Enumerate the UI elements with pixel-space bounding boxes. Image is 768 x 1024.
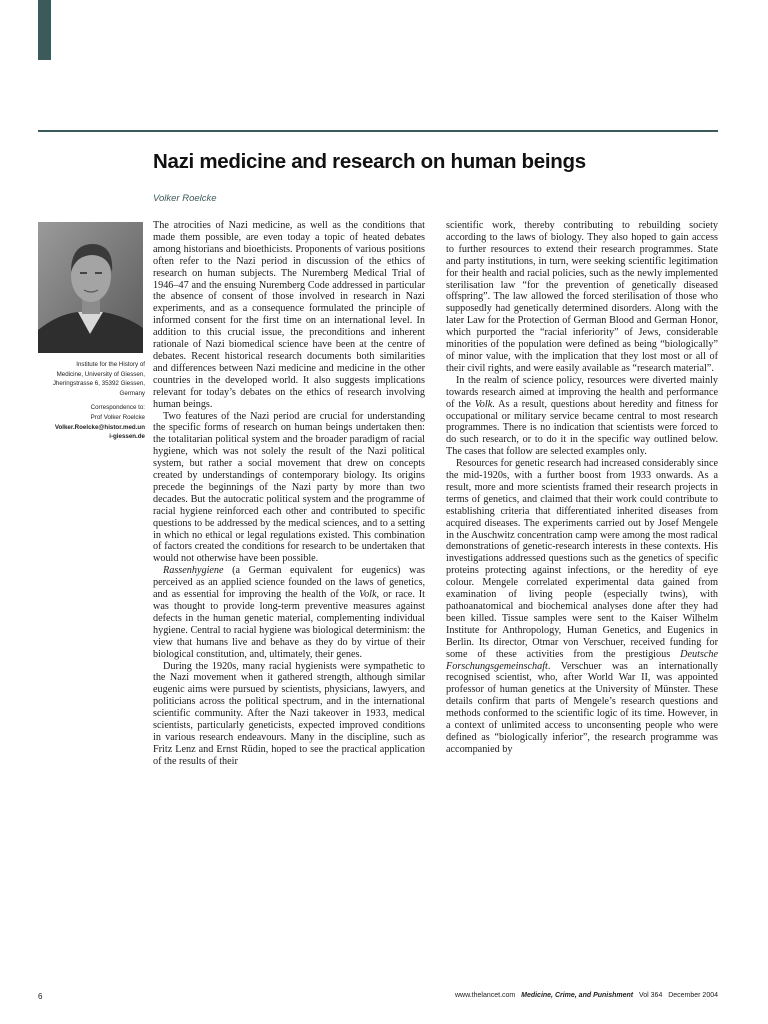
affiliation-line: Institute for the History of (76, 361, 145, 368)
footer-url: www.thelancet.com (454, 992, 516, 999)
header-rule (38, 130, 718, 132)
affiliation-line: Jheringstrasse 6, 35392 Giessen, (52, 380, 145, 388)
footer-journal: Medicine, Crime, and Punishment (521, 992, 634, 999)
body-paragraph: scientific work, thereby contributing to rebuilding society according to the laws of biology. They also hoped to gain access to further resources to extend their research programmes. State and party institutions, in turn, were seeking scientific legitimation for their health and racial policies, such as the newly implemented sterilisation law “for the prevention of genetically diseased offspring”. The law allowed the forced sterilisation of those who supposedly had genetically determined disorders. Along with the later Law for the Protection of German Blood and German Honor, which purported the “racial inferiority” of Jews, considerable minorities of the population were defined as being “biologically” of minor value, with the implication that they lost most or all of their civil rights, and were easily available as “research material”. (446, 220, 718, 374)
body-paragraph: Two features of the Nazi period are crucial for understanding the specific forms of research on human beings undertaken then: the totalitarian political system and the broader paradigm of racial hygiene, which was not solely the result of the Nazi political system, but rather a social movement that drew on concepts created by understandings of contemporary biology. Its origins precede the beginnings of the Nazi party by more than two decades. But the autocratic political system and the programme of racial hygiene reinforced each other and contributed to specific questions to be addressed by the medical sciences, and to a setting in which no ethical or legal regulations existed. This combination of factors created the conditions for research to be undertaken that would not otherwise have been possible. (153, 410, 425, 565)
footer-volume: Vol 364 (638, 992, 663, 999)
body-paragraph: In the realm of science policy, resources were diverted mainly towards research aimed at improving the health and performance of the Volk. As a result, questions about heredity and fitness for occupational or military service became central to most research programmes. There is no indication that scientists were forced to do such research, or to do it in the specific way outlined below. The cases that follow are selected examples only. (446, 374, 718, 458)
section-tab-marker (38, 0, 51, 60)
author-photo (38, 222, 143, 353)
correspondence-email: Volker.Roelcke@histor.med.un (54, 423, 145, 431)
running-footer (455, 992, 718, 999)
body-paragraph: The atrocities of Nazi medicine, as well as the conditions that made them possible, are even today a topic of heated debates among historians and bioethicists. Proponents of various positions often refer to the Nazi period in discussion of the ethics of research on human subjects. The Nuremberg Medical Trial of 1946–47 and the ensuing Nuremberg Code addressed in particular the absence of consent of those involved in research in Nazi experiments, and as a consequence formulated the principle of informed consent for the first time on an international level. In addition to this crucial issue, the preconditions and inherent rationale of Nazi biomedical science have been at the centre of debates. Recent historical research documents both similarities and differences between Nazi medicine and medicine in the other countries in the developed world. It also suggests implications relevant for today’s debates on the ethics of research involving human beings. (153, 220, 425, 410)
body-paragraph: During the 1920s, many racial hygienists were sympathetic to the Nazi movement when it gathered strength, although similar eugenic aims were pursued by scientists, physicians, lawyers, and politicians across the political spectrum, and in the international scientific community. After the Nazi takeover in 1933, medical scientists, particularly geneticists, expected improved conditions in various research endeavours. Many in the discipline, such as Fritz Lenz and Ernst Rüdin, hoped to see the practical application of the results of their (153, 660, 425, 767)
page-number: 6 (38, 992, 43, 1001)
body-paragraph: Resources for genetic research had increased considerably since the mid-1920s, with a further boost from 1933 onwards. As a result, more and more scientists framed their research projects in terms of genetics, and claimed that their work could contribute to establishing criteria that differentiated inherited diseases from acquired diseases. The experiments carried out by Josef Mengele in the Auschwitz concentration camp were among the most radical demonstrations of genetic-research interests in these contexts. His investigations addressed questions such as the genetics of specific proteins protecting against infections, or the heredity of eye colour. Mengele correlated experimental data gained from examination of living people (especially twins), with pathoanatomical and biochemical analyses done after they had been killed. Tissue samples were sent to the Kaiser Wilhelm Institute for Anthropology, Human Genetics, and Eugenics in Berlin. Its director, Otmar von Verschuer, received funding for some of these activities from the prestigious Deutsche Forschungsgemeinschaft. Verschuer was an internationally recognised scientist, who, after World War II, was appointed professor of human genetics at the University of Münster. These details confirm that parts of Mengele’s research questions and methods conformed to the scientific logic of its time. However, in a context of unlimited access to unconsenting people who were defined as “biologically inferior”, the research programme was accompanied by (446, 458, 718, 755)
author-affiliation (30, 360, 145, 442)
affiliation-line: Germany (119, 389, 145, 397)
body-column-right (446, 220, 718, 756)
body-paragraph: Rassenhygiene (a German equivalent for eugenics) was perceived as an applied science founded on the laws of genetics, and as essential for improving the health of the Volk, or race. It was thought to provide long-term preventive measures against defects in the human genetic material, complementing individual hygiene. Central to racial hygiene was biological determinism: the view that humans live and behave as they do by virtue of their biological constitution, and, ultimately, their genes. (153, 565, 425, 660)
correspondence-label: Correspondence to: (90, 404, 145, 412)
body-column-left (153, 220, 425, 768)
affiliation-line: Medicine, University of Giessen, (56, 370, 145, 378)
correspondence-email: i-giessen.de (109, 433, 145, 441)
footer-date: December 2004 (668, 992, 718, 999)
article-author: Volker Roelcke (153, 193, 217, 204)
correspondence-name: Prof Volker Roelcke (90, 413, 145, 421)
article-title: Nazi medicine and research on human beings (153, 150, 586, 173)
author-photo-image (38, 222, 143, 353)
